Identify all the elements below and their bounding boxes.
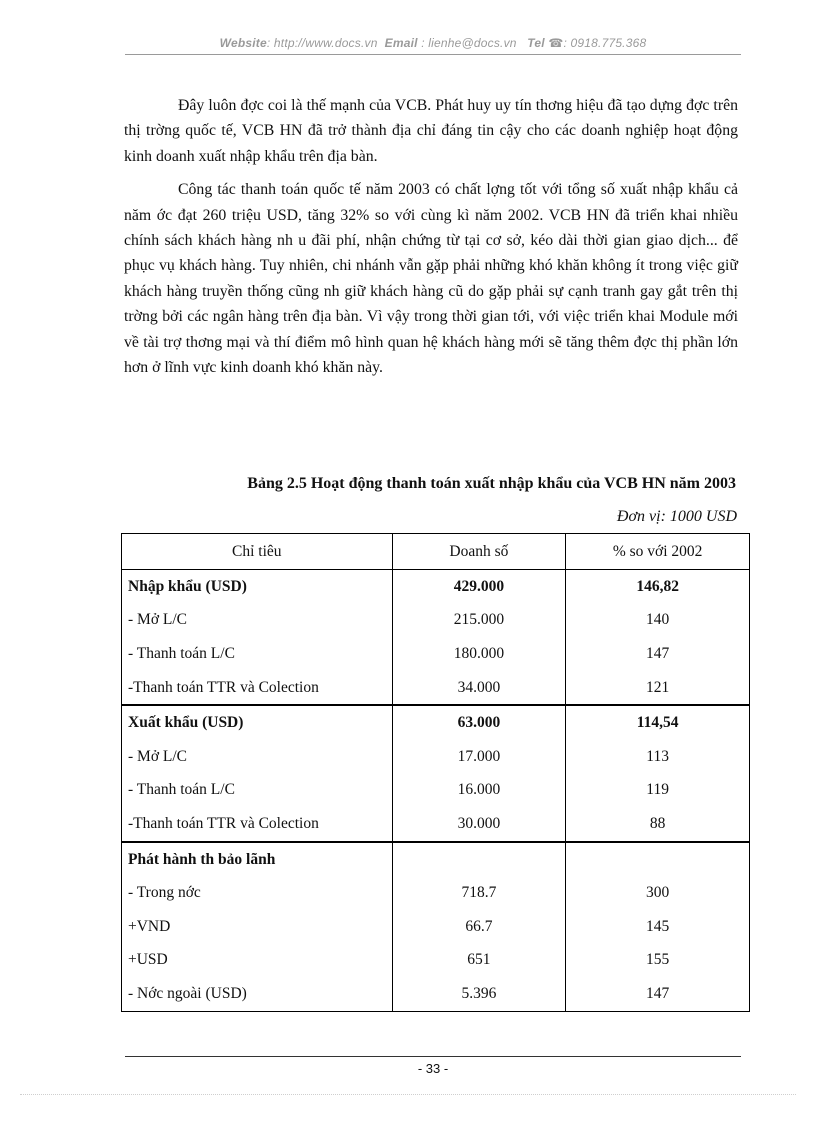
row-revenue: 215.000 bbox=[392, 604, 566, 638]
email-value: : lienhe@docs.vn bbox=[421, 36, 517, 50]
row-percent: 155 bbox=[566, 944, 750, 978]
row-label: Nhập khẩu (USD) bbox=[122, 570, 393, 604]
row-percent: 121 bbox=[566, 671, 750, 706]
table-row bbox=[122, 774, 750, 808]
row-label: - Mở L/C bbox=[122, 740, 393, 774]
row-label: - Trong nớc bbox=[122, 876, 393, 910]
header-percent: % so với 2002 bbox=[566, 534, 750, 570]
page-header bbox=[125, 36, 741, 50]
header-rule bbox=[125, 54, 741, 55]
table-row bbox=[122, 637, 750, 671]
row-label: Phát hành th bảo lãnh bbox=[122, 842, 393, 877]
website-value: : http://www.docs.vn bbox=[266, 36, 378, 50]
row-revenue: 180.000 bbox=[392, 637, 566, 671]
table-unit: Đơn vị: 1000 USD bbox=[616, 508, 737, 525]
row-percent: 147 bbox=[566, 637, 750, 671]
paragraph-1: Đây luôn đợc coi là thế mạnh của VCB. Phát huy uy tín thơng hiệu đã tạo dựng đợc trên thị trờng quốc tế, VCB HN đã trở thành địa chỉ đáng tin cậy cho các doanh nghiệp hoạt động kinh doanh xuất nhập khẩu trên địa bàn. bbox=[124, 97, 738, 165]
row-revenue: 429.000 bbox=[392, 570, 566, 604]
table-row bbox=[122, 842, 750, 877]
row-revenue: 718.7 bbox=[392, 876, 566, 910]
row-percent: 300 bbox=[566, 876, 750, 910]
table-row bbox=[122, 604, 750, 638]
table-row bbox=[122, 910, 750, 944]
row-label: - Mở L/C bbox=[122, 604, 393, 638]
row-percent: 88 bbox=[566, 807, 750, 842]
row-revenue: 5.396 bbox=[392, 977, 566, 1011]
row-percent: 145 bbox=[566, 910, 750, 944]
row-percent: 140 bbox=[566, 604, 750, 638]
row-label: +USD bbox=[122, 944, 393, 978]
body-text bbox=[124, 93, 738, 388]
table-row bbox=[122, 876, 750, 910]
row-label: - Nớc ngoài (USD) bbox=[122, 977, 393, 1011]
row-percent: 113 bbox=[566, 740, 750, 774]
table-row bbox=[122, 570, 750, 604]
row-revenue: 651 bbox=[392, 944, 566, 978]
tel-label: Tel bbox=[527, 36, 545, 50]
row-percent: 147 bbox=[566, 977, 750, 1011]
row-revenue: 34.000 bbox=[392, 671, 566, 706]
row-label: Xuất khẩu (USD) bbox=[122, 705, 393, 740]
page-bottom-border bbox=[20, 1094, 796, 1095]
footer-rule bbox=[125, 1056, 741, 1057]
table-row bbox=[122, 944, 750, 978]
row-revenue: 66.7 bbox=[392, 910, 566, 944]
row-revenue: 63.000 bbox=[392, 705, 566, 740]
row-label: +VND bbox=[122, 910, 393, 944]
row-revenue: 16.000 bbox=[392, 774, 566, 808]
row-revenue: 30.000 bbox=[392, 807, 566, 842]
export-import-table bbox=[121, 533, 750, 1012]
row-label: - Thanh toán L/C bbox=[122, 637, 393, 671]
table-row bbox=[122, 977, 750, 1011]
email-label: Email bbox=[384, 36, 418, 50]
row-percent: 146,82 bbox=[566, 570, 750, 604]
row-label: - Thanh toán L/C bbox=[122, 774, 393, 808]
phone-icon: ☎ bbox=[548, 36, 564, 50]
tel-value: : 0918.775.368 bbox=[563, 36, 647, 50]
row-label: -Thanh toán TTR và Colection bbox=[122, 807, 393, 842]
page-number: - 33 - bbox=[417, 1061, 449, 1076]
row-label: -Thanh toán TTR và Colection bbox=[122, 671, 393, 706]
table-row bbox=[122, 705, 750, 740]
row-revenue: 17.000 bbox=[392, 740, 566, 774]
table-header-row bbox=[122, 534, 750, 570]
table-caption: Bảng 2.5 Hoạt động thanh toán xuất nhập khẩu của VCB HN năm 2003 bbox=[247, 475, 736, 492]
row-revenue bbox=[392, 842, 566, 877]
row-percent: 114,54 bbox=[566, 705, 750, 740]
header-indicator: Chỉ tiêu bbox=[122, 534, 393, 570]
website-label: Website bbox=[219, 36, 267, 50]
table-row bbox=[122, 740, 750, 774]
table-row bbox=[122, 807, 750, 842]
header-revenue: Doanh số bbox=[392, 534, 566, 570]
row-percent: 119 bbox=[566, 774, 750, 808]
row-percent bbox=[566, 842, 750, 877]
table-row bbox=[122, 671, 750, 706]
paragraph-2: Công tác thanh toán quốc tế năm 2003 có chất lợng tốt với tổng số xuất nhập khẩu cả năm ớc đạt 260 triệu USD, tăng 32% so với cùng kì năm 2002. VCB HN đã triển khai nhiều chính sách khách hàng nh u đãi phí, nhận chứng từ tại cơ sở, kéo dài thời gian giao dịch... để phục vụ khách hàng. Tuy nhiên, chi nhánh vẫn gặp phải những khó khăn không ít trong việc giữ khách hàng truyền thống cũng nh giữ khách hàng cũ do gặp phải sự cạnh tranh gay gắt trên thị trờng bởi các ngân hàng trên địa bàn. Vì vậy trong thời gian tới, với việc triển khai Module mới về tài trợ thơng mại và thí điểm mô hình quan hệ khách hàng mới sẽ tăng thêm đợc thị phần lớn hơn ở lĩnh vực kinh doanh khó khăn này. bbox=[124, 181, 738, 377]
